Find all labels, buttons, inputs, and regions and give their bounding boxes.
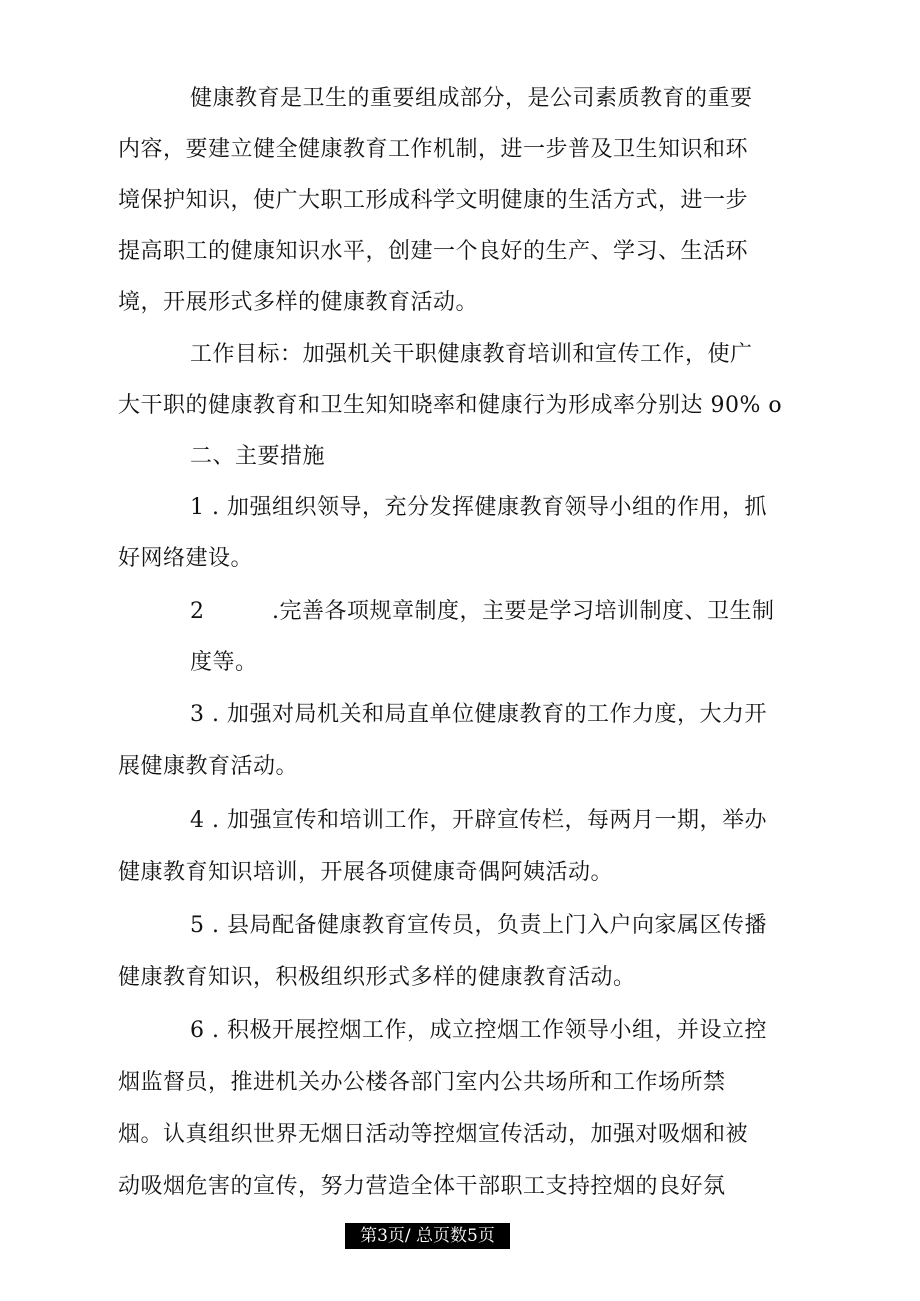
item-6-line-4: 动吸烟危害的宣传，努力营造全体干部职工支持控烟的良好氛 [118, 1174, 726, 1199]
intro-line-3: 境保护知识，使广大职工形成科学文明健康的生活方式，进一步 [118, 188, 749, 213]
item-2-line-2: 度等。 [190, 650, 258, 675]
item-1-line-2: 好网络建设。 [118, 546, 254, 571]
item-4-line-2: 健康教育知识培训，开展各项健康奇偶阿姨活动。 [118, 860, 614, 885]
goal-line-2: 大干职的健康教育和卫生知知晓率和健康行为形成率分别达 90% o [118, 393, 783, 418]
goal-line-1: 工作目标：加强机关干职健康教育培训和宣传工作，使广 [190, 342, 753, 367]
item-3-line-2: 展健康教育活动。 [118, 754, 299, 779]
intro-line-2: 内容，要建立健全健康教育工作机制，进一步普及卫生知识和环 [118, 137, 749, 162]
item-4-line-1: 4 . 加强宣传和培训工作，开辟宣传栏，每两月一期，举办 [190, 808, 767, 833]
item-6-line-1: 6 . 积极开展控烟工作，成立控烟工作领导小组，并设立控 [190, 1018, 767, 1043]
item-5-line-1: 5 . 县局配备健康教育宣传员，负责上门入户向家属区传播 [190, 913, 767, 938]
section-heading: 二、主要措施 [190, 444, 326, 469]
page-number-footer: 第3页/ 总页数5页 [345, 1223, 510, 1249]
item-6-line-2: 烟监督员，推进机关办公楼各部门室内公共场所和工作场所禁 [118, 1070, 726, 1095]
item-5-line-2: 健康教育知识，积极组织形式多样的健康教育活动。 [118, 965, 636, 990]
intro-line-1: 健康教育是卫生的重要组成部分，是公司素质教育的重要 [190, 86, 753, 111]
intro-line-4: 提高职工的健康知识水平，创建一个良好的生产、学习、生活环 [118, 239, 749, 264]
item-2-line-1: .完善各项规章制度，主要是学习培训制度、卫生制 [272, 599, 775, 624]
item-2-number: 2 [190, 599, 204, 624]
intro-line-5: 境，开展形式多样的健康教育活动。 [118, 290, 479, 315]
item-6-line-3: 烟。认真组织世界无烟日活动等控烟宣传活动，加强对吸烟和被 [118, 1122, 749, 1147]
item-1-line-1: 1 . 加强组织领导，充分发挥健康教育领导小组的作用，抓 [190, 495, 767, 520]
item-3-line-1: 3 . 加强对局机关和局直单位健康教育的工作力度，大力开 [190, 702, 767, 727]
